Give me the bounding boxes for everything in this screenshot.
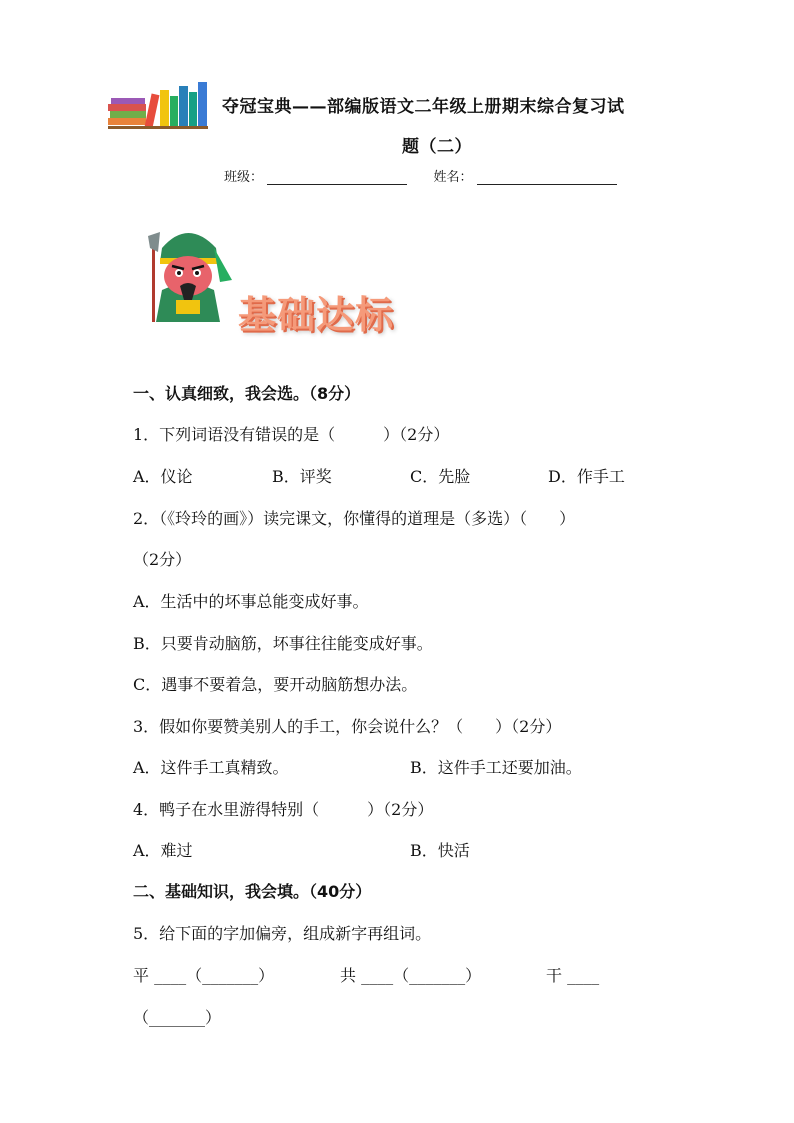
- question-5-item-2[interactable]: 共 ____（_______）: [340, 966, 482, 985]
- question-3-option-b[interactable]: B．这件手工还要加油。: [410, 758, 582, 777]
- question-2-stem: 2．（《玲玲的画》）读完课文，你懂得的道理是（多选）（ ）: [133, 509, 576, 528]
- question-1-option-b[interactable]: B．评奖: [272, 467, 332, 486]
- question-5-item-1[interactable]: 平 ____（_______）: [133, 966, 275, 985]
- question-1-stem: 1．下列词语没有错误的是（ ）（2分）: [133, 425, 450, 444]
- question-3-stem: 3．假如你要赞美别人的手工，你会说什么？（ ）（2分）: [133, 717, 562, 736]
- question-5-item-3[interactable]: 干 ____: [546, 966, 600, 985]
- question-2-option-a[interactable]: A．生活中的坏事总能变成好事。: [133, 592, 369, 611]
- question-5-stem: 5．给下面的字加偏旁，组成新字再组词。: [133, 924, 432, 943]
- books-logo: [108, 82, 208, 132]
- section-2-heading: 二、基础知识，我会填。（40分）: [133, 882, 372, 901]
- question-3-option-a[interactable]: A．这件手工真精致。: [133, 758, 289, 777]
- name-label: 姓名：: [433, 170, 473, 185]
- banner-basic-standard: 基础达标: [238, 293, 395, 337]
- document-title-line2: 题（二）: [402, 137, 472, 157]
- question-4-option-b[interactable]: B．快活: [410, 841, 470, 860]
- question-2-option-b[interactable]: B．只要肯动脑筋，坏事往往能变成好事。: [133, 634, 433, 653]
- question-4-stem: 4．鸭子在水里游得特别（ ）（2分）: [133, 800, 434, 819]
- class-name-row: [224, 166, 617, 185]
- question-2-option-c[interactable]: C．遇事不要着急，要开动脑筋想办法。: [133, 675, 418, 694]
- question-1-option-d[interactable]: D．作手工: [548, 467, 625, 486]
- question-4-option-a[interactable]: A．难过: [133, 841, 193, 860]
- document-title-line1: 夺冠宝典——部编版语文二年级上册期末综合复习试: [222, 97, 625, 117]
- question-1-option-c[interactable]: C．先脸: [410, 467, 471, 486]
- name-field[interactable]: [477, 170, 617, 185]
- section-1-heading: 一、认真细致，我会选。（8分）: [133, 384, 361, 403]
- class-label: 班级：: [224, 170, 264, 185]
- guan-yu-character-icon: [140, 218, 235, 328]
- class-field[interactable]: [267, 170, 407, 185]
- question-5-item-3-cont[interactable]: （_______）: [133, 1008, 222, 1027]
- question-1-option-a[interactable]: A．仪论: [133, 467, 193, 486]
- question-2-score: （2分）: [133, 550, 192, 569]
